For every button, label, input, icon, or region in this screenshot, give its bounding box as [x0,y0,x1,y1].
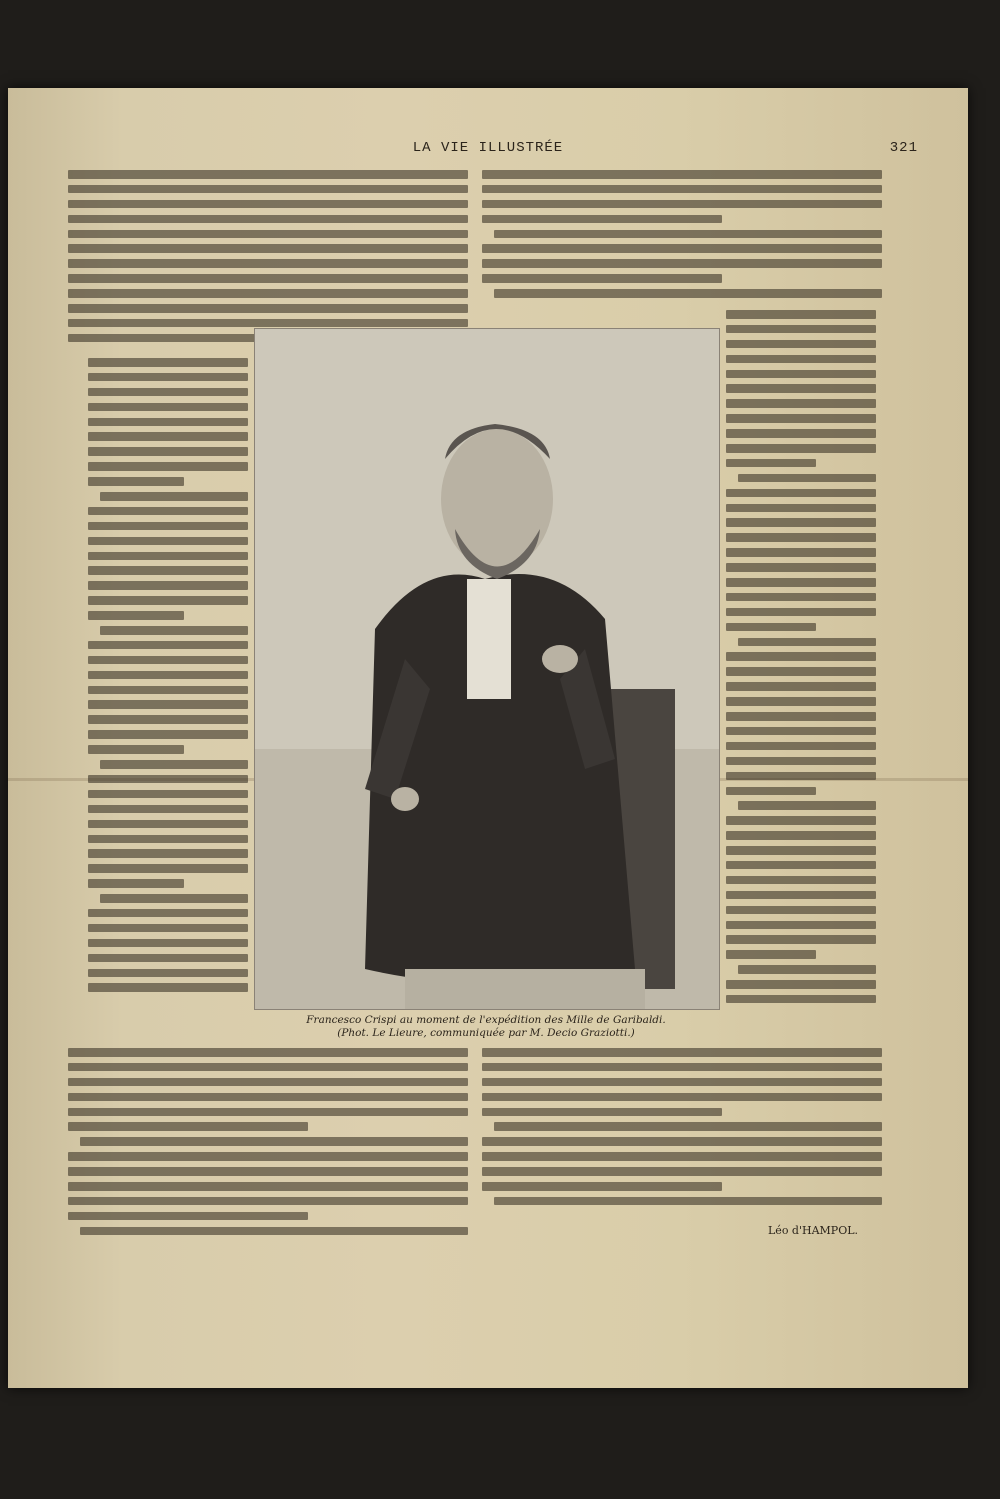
text-line [726,712,876,721]
text-line [726,429,876,438]
text-line [726,816,876,825]
text-line [88,835,248,844]
text-line [68,215,468,224]
text-line [738,801,876,810]
text-line [494,1122,882,1131]
text-line [482,1078,882,1087]
text-line [726,861,876,870]
text-line [726,399,876,408]
portrait-photo [254,328,720,1010]
text-line [88,611,184,620]
text-line [726,548,876,557]
text-line [482,200,882,209]
text-line [494,1197,882,1206]
text-line [100,626,248,635]
text-line [482,1167,882,1176]
text-line [482,1093,882,1102]
text-line [68,259,468,268]
text-line [726,340,876,349]
text-line [726,980,876,989]
text-line [88,849,248,858]
text-line [726,563,876,572]
text-line [726,489,876,498]
text-line [738,965,876,974]
text-line [726,652,876,661]
text-line [88,373,248,382]
text-line [726,578,876,587]
text-line [482,274,722,283]
text-column-right-top [482,170,882,298]
text-line [68,1167,468,1176]
text-line [88,715,248,724]
text-line [726,384,876,393]
text-line [88,418,248,427]
text-line [494,289,882,298]
text-line [726,444,876,453]
author-signature: Léo d'HAMPOL. [768,1224,859,1237]
text-line [726,891,876,900]
text-line [68,1093,468,1102]
text-line [726,697,876,706]
newspaper-page [8,88,968,1388]
text-line [88,790,248,799]
text-line [68,1048,468,1057]
text-line [88,879,184,888]
text-line [68,1063,468,1072]
text-line [726,831,876,840]
text-column-left-bottom [68,1048,468,1235]
text-line [88,537,248,546]
text-line [726,935,876,944]
text-line [726,370,876,379]
caption-line: Francesco Crispi au moment de l'expédition des Mille de Garibaldi. [306,1014,666,1026]
text-line [88,522,248,531]
text-line [482,185,882,194]
text-line [726,921,876,930]
text-line [482,1063,882,1072]
page-number: 321 [889,140,918,156]
text-line [726,757,876,766]
text-line [88,805,248,814]
text-line [100,492,248,501]
text-line [726,727,876,736]
text-line [726,787,816,796]
text-column-left-narrow [88,358,248,992]
text-line [482,170,882,179]
text-line [482,1108,722,1117]
text-line [482,1048,882,1057]
text-line [68,304,468,313]
text-line [88,462,248,471]
text-line [80,1137,468,1146]
text-line [726,623,816,632]
text-line [68,230,468,239]
text-line [88,596,248,605]
text-line [68,1182,468,1191]
running-head [8,140,968,160]
text-line [88,775,248,784]
text-line [88,566,248,575]
text-line [88,581,248,590]
text-line [88,671,248,680]
text-line [726,459,816,468]
text-line [88,745,184,754]
text-line [88,656,248,665]
text-line [88,358,248,367]
text-line [68,319,468,328]
text-line [726,950,816,959]
text-line [68,170,468,179]
text-line [494,230,882,239]
text-line [68,289,468,298]
text-line [100,760,248,769]
text-line [88,924,248,933]
text-line [738,474,876,483]
text-line [68,274,468,283]
text-line [88,939,248,948]
text-line [68,1197,468,1206]
text-line [88,954,248,963]
text-line [726,504,876,513]
text-line [88,686,248,695]
text-line [88,864,248,873]
text-line [88,909,248,918]
text-line [68,1108,468,1117]
text-line [88,641,248,650]
text-line [726,667,876,676]
text-line [68,1212,308,1221]
text-line [88,983,248,992]
text-line [68,244,468,253]
text-line [482,1137,882,1146]
text-line [482,259,882,268]
text-line [80,1227,468,1236]
text-line [88,820,248,829]
text-line [482,1152,882,1161]
text-column-left-top [68,170,468,342]
running-title: LA VIE ILLUSTRÉE [412,140,564,156]
text-line [88,969,248,978]
text-line [726,593,876,602]
text-line [100,894,248,903]
text-line [726,906,876,915]
text-line [726,682,876,691]
text-line [726,742,876,751]
text-line [726,533,876,542]
text-line [726,608,876,617]
text-line [726,518,876,527]
text-line [726,414,876,423]
text-line [88,477,184,486]
text-column-right-narrow [726,310,876,1003]
text-line [88,507,248,516]
text-line [482,244,882,253]
text-line [68,1122,308,1131]
text-line [88,447,248,456]
text-line [482,1182,722,1191]
text-line [88,552,248,561]
text-line [482,215,722,224]
text-line [88,403,248,412]
text-line [68,1078,468,1087]
text-line [726,325,876,334]
text-line [726,876,876,885]
text-line [726,355,876,364]
caption-credit: (Phot. Le Lieure, communiquée par M. Decio Graziotti.) [337,1027,635,1039]
text-column-right-bottom [482,1048,882,1205]
text-line [88,730,248,739]
text-line [738,638,876,647]
text-line [88,388,248,397]
text-line [68,200,468,209]
text-line [726,772,876,781]
text-line [88,432,248,441]
text-line [68,1152,468,1161]
photo-caption [254,1014,718,1040]
text-line [726,846,876,855]
text-line [88,700,248,709]
text-line [68,185,468,194]
text-line [726,310,876,319]
portrait-illustration [255,329,719,1009]
text-line [726,995,876,1004]
